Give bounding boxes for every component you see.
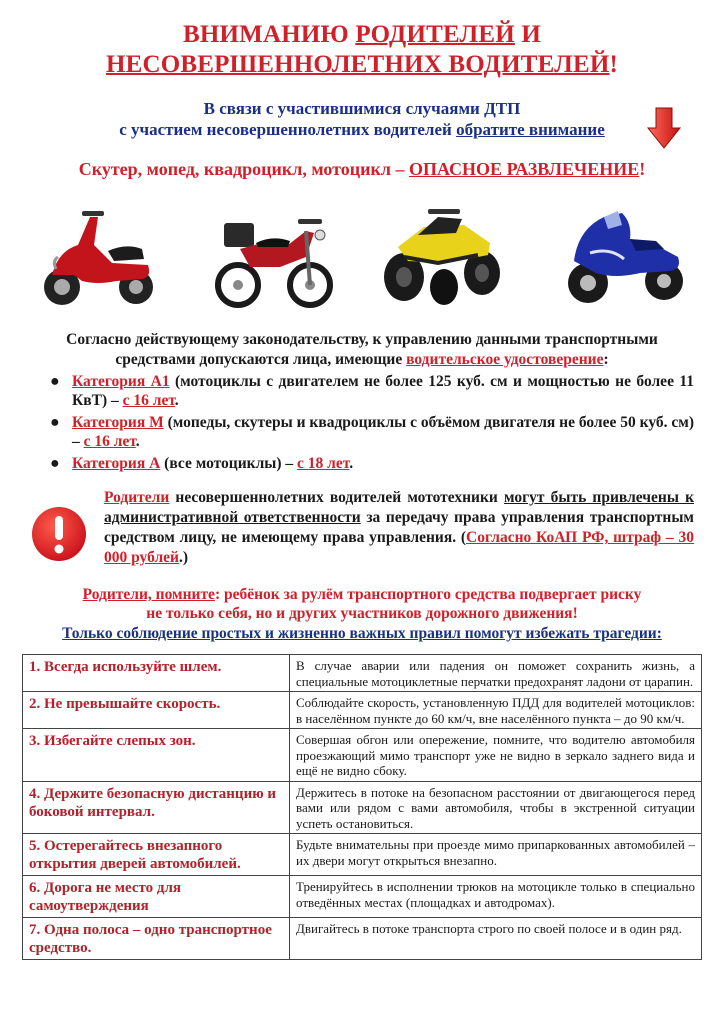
- category-name: Категория А1: [72, 373, 170, 390]
- intro-text: [0, 98, 724, 140]
- down-arrow-icon: [646, 106, 682, 150]
- title-excl: !: [609, 51, 619, 78]
- category-end: .: [349, 455, 354, 472]
- category-age: с 16 лет: [83, 433, 136, 450]
- motorcycle-image: [560, 199, 690, 309]
- title-drivers: НЕСОВЕРШЕННОЛЕТНИХ ВОДИТЕЛЕЙ: [105, 51, 610, 78]
- list-item: [48, 454, 694, 473]
- warning-paragraph: [104, 488, 694, 568]
- warning-liability: могут быть привлечены к административной ответственности: [104, 489, 694, 526]
- remember-paragraph: [0, 585, 724, 623]
- warning-text-3: .): [178, 549, 189, 566]
- bullet-icon: ●: [50, 414, 60, 431]
- law-text: Согласно действующему законодательству, к управлению данными транспортными средствами допускаются лица, имеющие: [66, 331, 658, 368]
- title-line-2: [0, 50, 724, 80]
- title-parents: РОДИТЕЛЕЙ: [355, 21, 515, 48]
- warning-fine: Согласно КоАП РФ, штраф – 30 000 рублей: [104, 529, 694, 566]
- law-end: :: [603, 351, 609, 368]
- rule-title: 6. Дорога не место для самоутверждения: [23, 876, 290, 918]
- exclamation-icon: [30, 505, 88, 563]
- moped-image: [210, 201, 335, 311]
- rule-description: Тренируйтесь в исполнении трюков на мотоцикле только в специально отведённых местах (площадках и автодромах).: [290, 876, 702, 918]
- intro-line-2: [0, 119, 724, 140]
- danger-line: [0, 158, 724, 180]
- category-age: с 16 лет: [122, 392, 175, 409]
- rule-description: В случае аварии или падения он поможет сохранить жизнь, а специальные мотоциклетные перчатки предохранят ладони от царапин.: [290, 655, 702, 692]
- law-license: водительское удостоверение: [406, 351, 604, 368]
- warning-text-1: несовершеннолетних водителей мототехники: [169, 489, 504, 506]
- warning-text-2: за передачу права управления транспортным средством лицу, не имеющему права управления. (: [104, 509, 694, 546]
- rule-description: Будьте внимательны при проезде мимо припаркованных автомобилей – их двери могут открыться внезапно.: [290, 834, 702, 876]
- category-end: .: [174, 392, 179, 409]
- rules-table: [22, 654, 702, 960]
- rule-description: Двигайтесь в потоке транспорта строго по своей полосе и в один ряд.: [290, 918, 702, 960]
- table-row: [23, 918, 702, 960]
- list-item: [48, 372, 694, 410]
- bullet-icon: ●: [50, 455, 60, 472]
- rule-title: 2. Не превышайте скорость.: [23, 692, 290, 729]
- table-row: [23, 876, 702, 918]
- category-age: с 18 лет: [297, 455, 350, 472]
- rule-description: Совершая обгон или опережение, помните, что водителю автомобиля проезжающий мимо транспорт уже не видно в зеркало заднего вида и ещё не видно сбоку.: [290, 729, 702, 782]
- remember-text: : ребёнок за рулём транспортного средства подвергает риску: [214, 586, 642, 603]
- title-text-1: ВНИМАНИЮ: [183, 21, 356, 48]
- table-row: [23, 655, 702, 692]
- rules-heading: Только соблюдение простых и жизненно важных правил помогут избежать трагедии:: [62, 625, 662, 642]
- title-line-1: [0, 20, 724, 50]
- bullet-icon: ●: [50, 373, 60, 390]
- category-end: .: [135, 433, 140, 450]
- table-row: [23, 729, 702, 782]
- scooter-image: [38, 205, 158, 310]
- warning-parents: Родители: [104, 489, 170, 506]
- rule-title: 3. Избегайте слепых зон.: [23, 729, 290, 782]
- remember-line-1: [0, 585, 724, 604]
- intro-line-1: В связи с участившимися случаями ДТП: [203, 99, 521, 118]
- title-text-3: И: [514, 21, 541, 48]
- rule-title: 5. Остерегайтесь внезапного открытия дверей автомобилей.: [23, 834, 290, 876]
- remember-line-2: не только себя, но и других участников дорожного движения!: [146, 605, 578, 622]
- category-desc: (все мотоциклы) –: [160, 455, 298, 472]
- category-desc: (мопеды, скутеры и квадроциклы с объёмом двигателя не более 50 куб. см) –: [72, 414, 694, 450]
- table-row: [23, 781, 702, 834]
- table-row: [23, 834, 702, 876]
- table-row: [23, 692, 702, 729]
- rule-title: 7. Одна полоса – одно транспортное средство.: [23, 918, 290, 960]
- list-item: [48, 413, 694, 451]
- category-list: [48, 372, 694, 476]
- danger-text: Скутер, мопед, квадроцикл, мотоцикл –: [78, 159, 409, 179]
- category-name: Категория М: [72, 414, 164, 431]
- rule-description: Соблюдайте скорость, установленную ПДД для водителей мотоциклов: в населённом пункте до 60 км/ч, вне населённого пункта – до 90 км/ч.: [290, 692, 702, 729]
- intro-line-2-text: с участием несовершеннолетних водителей: [119, 120, 457, 139]
- danger-excl: !: [639, 159, 646, 179]
- rule-title: 1. Всегда используйте шлем.: [23, 655, 290, 692]
- rule-description: Держитесь в потоке на безопасном расстоянии от двигающегося перед вами или рядом с вами автомобиля, чтобы в экстренной ситуации успеть остановиться.: [290, 781, 702, 834]
- law-paragraph: [30, 330, 694, 370]
- intro-attention: обратите внимание: [456, 120, 605, 139]
- page-title: [0, 20, 724, 80]
- vehicle-images: [0, 195, 724, 315]
- danger-emph: ОПАСНОЕ РАЗВЛЕЧЕНИЕ: [408, 159, 640, 179]
- quad-bike-image: [378, 203, 506, 311]
- remember-emph: Родители, помните: [82, 586, 215, 603]
- rule-title: 4. Держите безопасную дистанцию и боковой интервал.: [23, 781, 290, 834]
- category-desc: (мотоциклы с двигателем не более 125 куб. см и мощностью не более 11 КвТ) –: [72, 373, 694, 409]
- category-name: Категория А: [72, 455, 161, 472]
